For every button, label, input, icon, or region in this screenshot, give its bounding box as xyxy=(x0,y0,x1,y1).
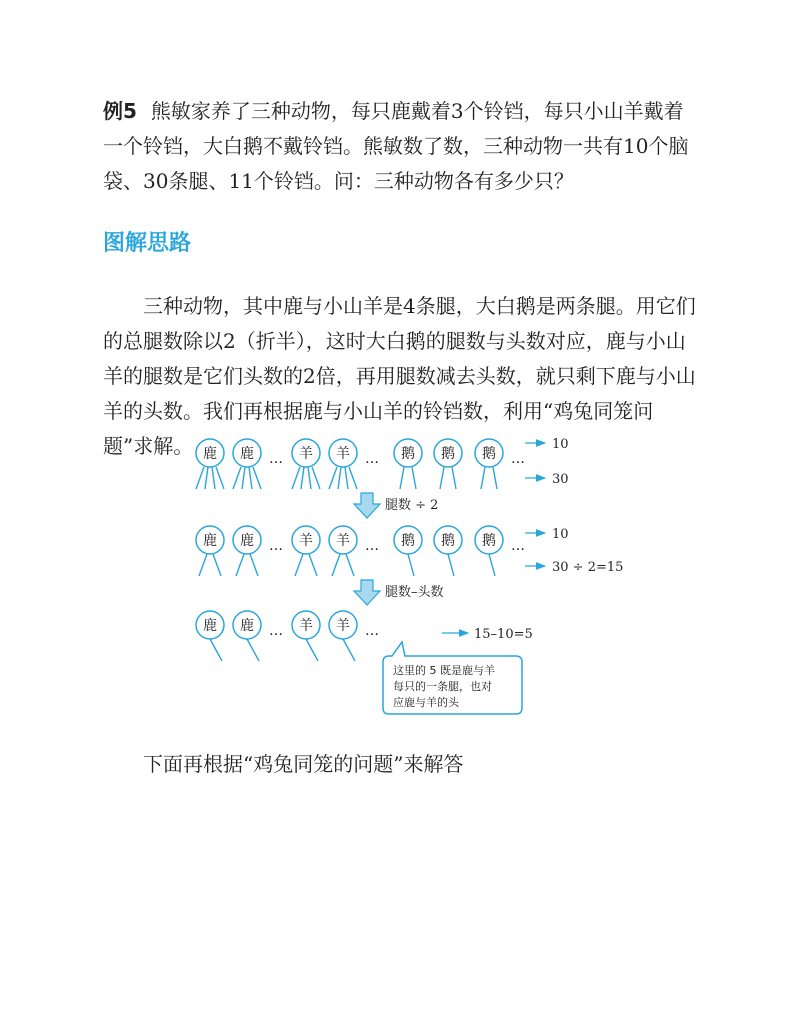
example-label: 例5 xyxy=(103,99,137,123)
ellipsis: … xyxy=(365,451,379,467)
leg-line xyxy=(400,467,404,489)
step2-label: 腿数–头数 xyxy=(385,585,444,600)
down-arrow-icon xyxy=(354,493,380,518)
ellipsis: … xyxy=(269,623,283,639)
leg-line xyxy=(212,467,215,489)
leg-line xyxy=(253,467,261,489)
goat-label: 羊 xyxy=(299,618,313,634)
deer-figure xyxy=(233,611,261,661)
leg-line xyxy=(247,639,259,661)
leg-line xyxy=(338,467,341,489)
ellipsis: … xyxy=(269,451,283,467)
goat-figure xyxy=(329,611,357,661)
deer-label: 鹿 xyxy=(240,446,254,462)
deer-figure xyxy=(196,439,224,489)
leg-line xyxy=(242,467,245,489)
leg-line xyxy=(210,639,222,661)
goose-label: 鹅 xyxy=(401,446,415,462)
problem-statement xyxy=(103,94,703,199)
row2-legs-value: 30 ÷ 2=15 xyxy=(552,560,624,575)
goat-label: 羊 xyxy=(336,618,350,634)
goat-figure xyxy=(292,611,320,661)
leg-line xyxy=(452,467,456,489)
row3-result-value: 15–10=5 xyxy=(474,627,533,642)
leg-line xyxy=(448,554,454,576)
leg-line xyxy=(236,554,244,576)
deer-figure xyxy=(196,526,224,576)
leg-line xyxy=(408,554,414,576)
leg-line xyxy=(346,554,354,576)
leg-line xyxy=(412,467,416,489)
goose-label: 鹅 xyxy=(482,533,496,549)
deer-label: 鹿 xyxy=(240,618,254,634)
goose-figure xyxy=(475,526,503,576)
deer-figure xyxy=(196,611,224,661)
row1-heads-value: 10 xyxy=(552,437,569,452)
row1-legs-value: 30 xyxy=(552,472,569,487)
leg-line xyxy=(332,554,340,576)
section-heading: 图解思路 xyxy=(103,231,192,256)
leg-line xyxy=(205,467,208,489)
leg-line xyxy=(249,467,252,489)
note-line-2: 每只的一条腿，也对 xyxy=(393,680,492,693)
step2-arrow xyxy=(354,580,444,605)
goat-figure xyxy=(292,439,320,489)
goose-figure xyxy=(394,526,422,576)
leg-line xyxy=(489,554,495,576)
goat-label: 羊 xyxy=(299,446,313,462)
leg-line xyxy=(312,467,320,489)
leg-line xyxy=(481,467,485,489)
goose-label: 鹅 xyxy=(441,446,455,462)
leg-line xyxy=(216,467,224,489)
leg-line xyxy=(440,467,444,489)
ellipsis: … xyxy=(365,623,379,639)
note-line-1: 这里的 5 既是鹿与羊 xyxy=(393,664,495,677)
ellipsis: … xyxy=(269,538,283,554)
leg-line xyxy=(493,467,497,489)
leg-line xyxy=(349,467,357,489)
goat-label: 羊 xyxy=(336,533,350,549)
goose-figure xyxy=(475,439,503,489)
step1-arrow xyxy=(354,493,438,518)
leg-line xyxy=(308,467,311,489)
leg-line xyxy=(292,467,300,489)
deer-label: 鹿 xyxy=(203,618,217,634)
ellipsis: … xyxy=(365,538,379,554)
goose-figure xyxy=(394,439,422,489)
row2-heads-value: 10 xyxy=(552,527,569,542)
leg-line xyxy=(343,639,355,661)
goat-figure xyxy=(329,526,357,576)
step1-label: 腿数 ÷ 2 xyxy=(385,498,439,513)
leg-line xyxy=(309,554,317,576)
diagram-row-2 xyxy=(196,526,623,576)
leg-line xyxy=(345,467,348,489)
diagram-row-1 xyxy=(196,437,569,489)
leg-line xyxy=(301,467,304,489)
goose-figure xyxy=(434,526,462,576)
ellipsis: … xyxy=(511,538,525,554)
leg-line xyxy=(306,639,318,661)
deer-label: 鹿 xyxy=(203,533,217,549)
leg-line xyxy=(233,467,241,489)
goat-figure xyxy=(292,526,320,576)
leg-line xyxy=(213,554,221,576)
diagram-row-3 xyxy=(196,611,533,661)
down-arrow-icon xyxy=(354,580,380,605)
goose-label: 鹅 xyxy=(482,446,496,462)
goose-label: 鹅 xyxy=(401,533,415,549)
goose-label: 鹅 xyxy=(441,533,455,549)
ellipsis: … xyxy=(511,451,525,467)
deer-label: 鹿 xyxy=(240,533,254,549)
leg-line xyxy=(295,554,303,576)
goose-figure xyxy=(434,439,462,489)
problem-text: 熊敏家养了三种动物，每只鹿戴着3个铃铛，每只小山羊戴着一个铃铛，大白鹅不戴铃铛。熊敏数了数，三种动物一共有10个脑袋、30条腿、11个铃铛。问：三种动物各有多少只？ xyxy=(103,99,689,193)
legs-heads-diagram xyxy=(180,430,640,720)
deer-figure xyxy=(233,439,261,489)
goat-figure xyxy=(329,439,357,489)
note-line-3: 应鹿与羊的头 xyxy=(393,696,459,709)
leg-line xyxy=(196,467,204,489)
goat-label: 羊 xyxy=(336,446,350,462)
deer-label: 鹿 xyxy=(203,446,217,462)
closing-line: 下面再根据“鸡兔同笼的问题”来解答 xyxy=(143,752,464,776)
deer-figure xyxy=(233,526,261,576)
goat-label: 羊 xyxy=(299,533,313,549)
explanation-paragraph: 三种动物，其中鹿与小山羊是4条腿，大白鹅是两条腿。用它们的总腿数除以2（折半），这时大白鹅的腿数与头数对应，鹿与小山羊的腿数是它们头数的2倍，再用腿数减去头数，就只剩下鹿与小山羊的头数。我们再根据鹿与小山羊的铃铛数，利用“鸡兔同笼问题”求解。 xyxy=(103,294,696,458)
note-callout xyxy=(383,642,522,714)
leg-line xyxy=(199,554,207,576)
leg-line xyxy=(329,467,337,489)
leg-line xyxy=(250,554,258,576)
